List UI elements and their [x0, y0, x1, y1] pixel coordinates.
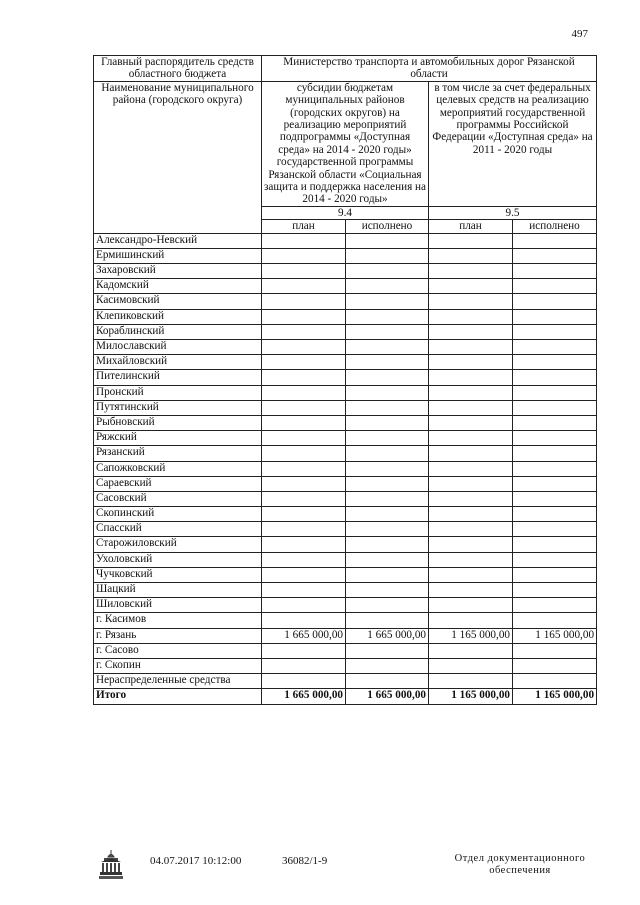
done-95 — [513, 552, 597, 567]
page-number: 497 — [571, 28, 588, 40]
done-94 — [346, 370, 429, 385]
district-name: г. Сасово — [94, 643, 262, 658]
footer-department: Отдел документационного обеспечения — [454, 853, 586, 876]
table-row — [94, 461, 597, 476]
district-name: Ухоловский — [94, 552, 262, 567]
table-row — [94, 674, 597, 689]
plan-94 — [262, 233, 346, 248]
done-95 — [513, 476, 597, 491]
plan-95 — [429, 552, 513, 567]
done-95 — [513, 294, 597, 309]
done-95 — [513, 415, 597, 430]
done-94 — [346, 476, 429, 491]
table-row — [94, 309, 597, 324]
done-94 — [346, 598, 429, 613]
table-row — [94, 415, 597, 430]
plan-94 — [262, 446, 346, 461]
table-row — [94, 324, 597, 339]
done-95 — [513, 370, 597, 385]
table-row — [94, 400, 597, 415]
done-95 — [513, 507, 597, 522]
district-name: Ряжский — [94, 431, 262, 446]
done-94 — [346, 415, 429, 430]
plan-94 — [262, 476, 346, 491]
done-95 — [513, 674, 597, 689]
done-94 — [346, 309, 429, 324]
plan-95 — [429, 537, 513, 552]
plan-94 — [262, 567, 346, 582]
done-95 — [513, 522, 597, 537]
total-done-95: 1 165 000,00 — [513, 689, 597, 704]
plan-95 — [429, 567, 513, 582]
plan-95 — [429, 461, 513, 476]
plan-94 — [262, 431, 346, 446]
district-name: Кадомский — [94, 279, 262, 294]
plan-95 — [429, 415, 513, 430]
plan-94 — [262, 461, 346, 476]
district-name: Спасский — [94, 522, 262, 537]
col2-title: в том числе за счет федеральных целевых средств на реализацию мероприятий государственной программы Российской Федерации «Доступная среда» на 2011 - 2020 годы — [429, 81, 597, 206]
done-94 — [346, 583, 429, 598]
done-95 — [513, 598, 597, 613]
distributor-label: Главный распорядитель средств областного бюджета — [94, 56, 262, 82]
plan-94 — [262, 370, 346, 385]
plan-95 — [429, 294, 513, 309]
district-name: Шиловский — [94, 598, 262, 613]
plan-94 — [262, 279, 346, 294]
district-name: Скопинский — [94, 507, 262, 522]
plan-header: план — [262, 220, 346, 233]
done-95 — [513, 355, 597, 370]
done-94 — [346, 567, 429, 582]
plan-94 — [262, 294, 346, 309]
plan-94: 1 665 000,00 — [262, 628, 346, 643]
table-row — [94, 643, 597, 658]
plan-95 — [429, 340, 513, 355]
plan-94 — [262, 415, 346, 430]
plan-95 — [429, 522, 513, 537]
duma-building-icon — [98, 848, 124, 880]
done-95 — [513, 279, 597, 294]
table-row — [94, 279, 597, 294]
table-row — [94, 552, 597, 567]
done-94 — [346, 355, 429, 370]
district-name: Рязанский — [94, 446, 262, 461]
done-95 — [513, 233, 597, 248]
table-row — [94, 522, 597, 537]
done-94 — [346, 643, 429, 658]
done-95 — [513, 658, 597, 673]
table-row — [94, 537, 597, 552]
done-94 — [346, 385, 429, 400]
plan-94 — [262, 324, 346, 339]
plan-95 — [429, 355, 513, 370]
done-94 — [346, 613, 429, 628]
district-name: Путятинский — [94, 400, 262, 415]
plan-95 — [429, 491, 513, 506]
done-95 — [513, 385, 597, 400]
total-plan-95: 1 165 000,00 — [429, 689, 513, 704]
plan-94 — [262, 264, 346, 279]
table-row — [94, 233, 597, 248]
done-95: 1 165 000,00 — [513, 628, 597, 643]
done-95 — [513, 431, 597, 446]
done-95 — [513, 309, 597, 324]
done-94: 1 665 000,00 — [346, 628, 429, 643]
district-name: Рыбновский — [94, 415, 262, 430]
col2-code: 9.5 — [429, 206, 597, 219]
district-name: г. Скопин — [94, 658, 262, 673]
plan-header: план — [429, 220, 513, 233]
total-label: Итого — [94, 689, 262, 704]
done-header: исполнено — [346, 220, 429, 233]
done-95 — [513, 537, 597, 552]
done-95 — [513, 446, 597, 461]
plan-94 — [262, 583, 346, 598]
district-name: г. Касимов — [94, 613, 262, 628]
done-94 — [346, 674, 429, 689]
district-name: Клепиковский — [94, 309, 262, 324]
table-row — [94, 583, 597, 598]
done-94 — [346, 431, 429, 446]
plan-94 — [262, 658, 346, 673]
done-94 — [346, 507, 429, 522]
total-plan-94: 1 665 000,00 — [262, 689, 346, 704]
plan-94 — [262, 400, 346, 415]
district-name: Александро-Невский — [94, 233, 262, 248]
done-94 — [346, 446, 429, 461]
table-row — [94, 507, 597, 522]
done-94 — [346, 461, 429, 476]
plan-94 — [262, 355, 346, 370]
plan-94 — [262, 248, 346, 263]
table-row — [94, 431, 597, 446]
plan-94 — [262, 643, 346, 658]
plan-94 — [262, 674, 346, 689]
footer-date: 04.07.2017 10:12:00 — [150, 855, 242, 867]
plan-95 — [429, 309, 513, 324]
table-row — [94, 340, 597, 355]
col1-code: 9.4 — [262, 206, 429, 219]
col1-title: субсидии бюджетам муниципальных районов (городских округов) на реализацию мероприятий подпрограммы «Доступная среда» на 2014 - 2020 годы» государственной программы Рязанской области «Социальная защита и поддержка населения на 2014 - 2020 годы» — [262, 81, 429, 206]
plan-94 — [262, 385, 346, 400]
district-name: Михайловский — [94, 355, 262, 370]
plan-95 — [429, 248, 513, 263]
ministry-name: Министерство транспорта и автомобильных дорог Рязанской области — [262, 56, 597, 82]
district-name: Захаровский — [94, 264, 262, 279]
table-row — [94, 598, 597, 613]
plan-94 — [262, 507, 346, 522]
done-94 — [346, 233, 429, 248]
table-row — [94, 355, 597, 370]
done-94 — [346, 340, 429, 355]
done-94 — [346, 537, 429, 552]
district-name: Кораблинский — [94, 324, 262, 339]
district-name: Сапожковский — [94, 461, 262, 476]
table-row — [94, 248, 597, 263]
done-95 — [513, 491, 597, 506]
plan-95 — [429, 431, 513, 446]
done-95 — [513, 567, 597, 582]
district-name: Старожиловский — [94, 537, 262, 552]
plan-95 — [429, 279, 513, 294]
total-done-94: 1 665 000,00 — [346, 689, 429, 704]
plan-95 — [429, 583, 513, 598]
done-95 — [513, 613, 597, 628]
plan-95 — [429, 233, 513, 248]
plan-95 — [429, 613, 513, 628]
plan-95 — [429, 658, 513, 673]
table-row — [94, 628, 597, 643]
report-table — [93, 55, 597, 705]
done-94 — [346, 294, 429, 309]
table-row — [94, 658, 597, 673]
done-94 — [346, 491, 429, 506]
district-name: Ермишинский — [94, 248, 262, 263]
table-row — [94, 294, 597, 309]
plan-95 — [429, 324, 513, 339]
footer-doc-number: 36082/1-9 — [282, 855, 328, 867]
plan-95 — [429, 643, 513, 658]
done-94 — [346, 248, 429, 263]
plan-95 — [429, 370, 513, 385]
plan-95 — [429, 598, 513, 613]
plan-95 — [429, 507, 513, 522]
table-row — [94, 567, 597, 582]
district-label: Наименование муниципального района (городского округа) — [94, 81, 262, 233]
total-row — [94, 689, 597, 704]
plan-94 — [262, 613, 346, 628]
done-95 — [513, 400, 597, 415]
plan-94 — [262, 537, 346, 552]
done-94 — [346, 658, 429, 673]
plan-94 — [262, 598, 346, 613]
plan-94 — [262, 522, 346, 537]
district-name: г. Рязань — [94, 628, 262, 643]
done-94 — [346, 522, 429, 537]
table-row — [94, 446, 597, 461]
plan-95 — [429, 385, 513, 400]
table-row — [94, 264, 597, 279]
done-95 — [513, 643, 597, 658]
district-name: Сараевский — [94, 476, 262, 491]
done-95 — [513, 324, 597, 339]
done-header: исполнено — [513, 220, 597, 233]
table-row — [94, 613, 597, 628]
done-95 — [513, 583, 597, 598]
done-94 — [346, 264, 429, 279]
table-row — [94, 370, 597, 385]
district-name: Шацкий — [94, 583, 262, 598]
district-name: Милославский — [94, 340, 262, 355]
plan-95 — [429, 674, 513, 689]
done-94 — [346, 552, 429, 567]
done-95 — [513, 340, 597, 355]
plan-94 — [262, 309, 346, 324]
plan-95 — [429, 476, 513, 491]
plan-94 — [262, 552, 346, 567]
done-94 — [346, 400, 429, 415]
done-94 — [346, 324, 429, 339]
plan-95 — [429, 446, 513, 461]
district-name: Сасовский — [94, 491, 262, 506]
done-95 — [513, 264, 597, 279]
plan-94 — [262, 491, 346, 506]
done-95 — [513, 461, 597, 476]
district-name: Чучковский — [94, 567, 262, 582]
plan-95 — [429, 264, 513, 279]
plan-95: 1 165 000,00 — [429, 628, 513, 643]
done-94 — [346, 279, 429, 294]
district-name: Пителинский — [94, 370, 262, 385]
table-row — [94, 491, 597, 506]
done-95 — [513, 248, 597, 263]
table-row — [94, 385, 597, 400]
table-row — [94, 476, 597, 491]
plan-95 — [429, 400, 513, 415]
plan-94 — [262, 340, 346, 355]
district-name: Пронский — [94, 385, 262, 400]
district-name: Нераспределенные средства — [94, 674, 262, 689]
district-name: Касимовский — [94, 294, 262, 309]
